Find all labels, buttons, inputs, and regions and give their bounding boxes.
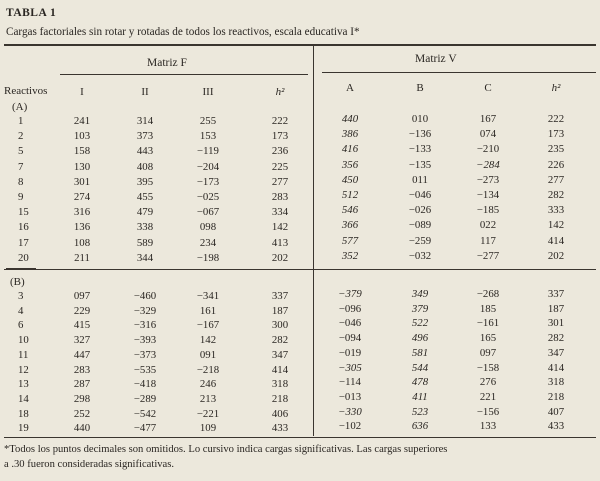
matrix-v-cell: 414: [547, 234, 565, 247]
matrix-f-cell: −316: [133, 319, 157, 332]
matrix-v-cell: 022: [479, 219, 497, 232]
matrix-f-cell: 347: [271, 348, 289, 361]
matrix-f-cell: −329: [133, 304, 157, 317]
matrix-v-cell: 478: [411, 376, 429, 389]
reactivos-header: Reactivos: [4, 85, 48, 97]
matrix-v-cell: −135: [408, 158, 432, 171]
reactivo-number: 2: [18, 130, 24, 143]
matrix-f-cell: 246: [199, 378, 217, 391]
matrix-f-cell: −477: [133, 422, 157, 435]
matrix-f-cell: 283: [271, 191, 289, 203]
matrix-v-cell: 301: [547, 317, 565, 330]
matrix-v-cell: 097: [479, 346, 497, 359]
reactivo-number: 14: [18, 392, 29, 405]
matrix-v-cell: 282: [547, 332, 565, 345]
matrix-f-cell: 091: [199, 348, 217, 361]
matrix-v-cell: 512: [341, 189, 359, 201]
matrix-v-cell: 010: [411, 113, 429, 125]
matrix-v-cell: −133: [408, 143, 432, 156]
matrix-v-cell: −046: [338, 317, 362, 330]
matrix-f-cell: 213: [199, 392, 217, 405]
matrix-v-cell: −032: [408, 249, 432, 262]
matrix-v-cell: −284: [476, 158, 500, 171]
matrix-f-cell: 440: [73, 422, 91, 435]
reactivo-number: 11: [18, 348, 29, 361]
reactivo-number: 13: [18, 378, 29, 391]
top-rule: [4, 44, 596, 46]
matrix-f-cell: −418: [133, 378, 157, 391]
matrix-v-cell: 581: [411, 346, 429, 359]
reactivo-number: 7: [18, 160, 24, 173]
matrix-v-cell: −273: [476, 173, 500, 186]
matrix-v-cell: −013: [338, 390, 362, 403]
matrix-f-cell: −167: [196, 319, 220, 332]
reactivo-number: 8: [18, 175, 24, 188]
matrix-v-cell: 433: [547, 420, 565, 433]
matrix-v-cell: 222: [547, 113, 565, 125]
matrix-v-cell: −026: [408, 204, 432, 217]
matrix-v-cell: 386: [341, 128, 359, 141]
matrix-f-col-header: III: [202, 86, 214, 98]
matrix-v-cell: 282: [547, 189, 565, 201]
matrix-v-cell: 133: [479, 420, 497, 433]
reactivo-number: 6: [18, 319, 24, 332]
matrix-v-cell: 167: [479, 113, 497, 125]
matrix-v-cell: −330: [338, 405, 362, 418]
matrix-f-cell: 314: [136, 115, 154, 127]
table-caption: Cargas factoriales sin rotar y rotadas de todos los reactivos, escala educativa I*: [6, 26, 360, 38]
matrix-v-cell: 276: [479, 376, 497, 389]
matrix-f-cell: 589: [136, 236, 154, 249]
matrix-f-cell: 337: [271, 290, 289, 302]
matrix-v-col-header: B: [416, 82, 424, 94]
matrix-v-cell: −259: [408, 234, 432, 247]
matrix-f-cell: −289: [133, 392, 157, 405]
matrix-v-cell: −277: [476, 249, 500, 262]
matrix-f-cell: 327: [73, 334, 91, 347]
footnote-line-1: *Todos los puntos decimales son omitidos. Lo cursivo indica cargas significativas. Las cargas superiores: [4, 444, 448, 455]
reactivo-number: 20: [18, 251, 29, 264]
matrix-v-cell: 352: [341, 249, 359, 262]
reactivo-number: 19: [18, 422, 29, 435]
matrix-v-cell: 450: [341, 173, 359, 186]
matrix-v-cell: −019: [338, 346, 362, 359]
matrix-f-cell: −067: [196, 206, 220, 219]
matrix-f-cell: −218: [196, 363, 220, 376]
matrix-f-cell: 255: [199, 115, 217, 127]
matrix-f-cell: 395: [136, 175, 154, 188]
matrix-f-cell: 344: [136, 251, 154, 264]
matrix-f-cell: 274: [73, 191, 91, 203]
matrix-f-col-header: I: [80, 86, 84, 98]
matrix-v-cell: −094: [338, 332, 362, 345]
matrix-v-cell: 636: [411, 420, 429, 433]
matrix-f-cell: −173: [196, 175, 220, 188]
matrix-f-cell: −221: [196, 407, 220, 420]
matrix-f-cell: 455: [136, 191, 154, 203]
matrix-f-cell: 443: [136, 145, 154, 158]
matrix-f-cell: 229: [73, 304, 91, 317]
matrix-f-cell: 298: [73, 392, 91, 405]
matrix-v-cell: 074: [479, 128, 497, 141]
matrix-v-cell: −136: [408, 128, 432, 141]
matrix-v-cell: 235: [547, 143, 565, 156]
matrix-v-cell: 414: [547, 361, 565, 374]
matrix-divider: [313, 45, 314, 436]
matrix-f-cell: 225: [271, 160, 289, 173]
matrix-v-cell: −134: [476, 189, 500, 201]
matrix-f-cell: 136: [73, 221, 91, 234]
matrix-v-cell: 277: [547, 173, 565, 186]
footnote-line-2: a .30 fueron consideradas significativas.: [4, 459, 175, 470]
matrix-f-cell: 153: [199, 130, 217, 143]
matrix-v-rule: [322, 72, 596, 73]
matrix-v-cell: −268: [476, 288, 500, 300]
matrix-f-col-header: II: [141, 86, 149, 98]
matrix-v-cell: 349: [411, 288, 429, 300]
matrix-f-cell: −025: [196, 191, 220, 203]
matrix-f-cell: 241: [73, 115, 91, 127]
reactivo-number: 12: [18, 363, 29, 376]
matrix-v-cell: 379: [411, 302, 429, 315]
matrix-v-cell: 347: [547, 346, 565, 359]
matrix-f-cell: 161: [199, 304, 217, 317]
matrix-f-cell: −460: [133, 290, 157, 302]
matrix-f-cell: 406: [271, 407, 289, 420]
matrix-f-cell: 097: [73, 290, 91, 302]
matrix-f-cell: 108: [73, 236, 91, 249]
matrix-v-cell: 440: [341, 113, 359, 125]
matrix-f-cell: 252: [73, 407, 91, 420]
matrix-v-cell: 318: [547, 376, 565, 389]
matrix-f-cell: 103: [73, 130, 91, 143]
matrix-v-cell: 577: [341, 234, 359, 247]
matrix-v-cell: 218: [547, 390, 565, 403]
matrix-v-cell: 496: [411, 332, 429, 345]
matrix-v-col-header: C: [484, 82, 492, 94]
matrix-f-cell: 373: [136, 130, 154, 143]
matrix-f-title: Matriz F: [147, 57, 187, 69]
matrix-f-cell: 316: [73, 206, 91, 219]
matrix-f-cell: 413: [271, 236, 289, 249]
matrix-f-cell: 158: [73, 145, 91, 158]
matrix-f-cell: 130: [73, 160, 91, 173]
matrix-f-cell: 433: [271, 422, 289, 435]
matrix-f-cell: 334: [271, 206, 289, 219]
matrix-v-cell: −210: [476, 143, 500, 156]
matrix-f-cell: −119: [197, 145, 219, 158]
matrix-v-cell: 202: [547, 249, 565, 262]
table-label: TABLA 1: [6, 7, 57, 19]
matrix-v-cell: −096: [338, 302, 362, 315]
matrix-f-cell: 234: [199, 236, 217, 249]
matrix-v-cell: 173: [547, 128, 565, 141]
matrix-f-cell: 338: [136, 221, 154, 234]
matrix-f-cell: 142: [199, 334, 217, 347]
matrix-f-cell: −373: [133, 348, 157, 361]
matrix-f-cell: 277: [271, 175, 289, 188]
matrix-v-cell: 187: [547, 302, 565, 315]
matrix-v-cell: 011: [412, 173, 428, 186]
matrix-f-cell: 282: [271, 334, 289, 347]
matrix-v-cell: 142: [547, 219, 565, 232]
matrix-f-rule: [60, 74, 308, 75]
matrix-v-cell: −185: [476, 204, 500, 217]
reactivo-number: 5: [18, 145, 24, 158]
matrix-v-cell: 523: [411, 405, 429, 418]
matrix-f-cell: 222: [271, 115, 289, 127]
matrix-v-cell: 165: [479, 332, 497, 345]
reactivo-number: 17: [18, 236, 29, 249]
matrix-v-title: Matriz V: [415, 53, 457, 65]
matrix-v-cell: 117: [480, 234, 496, 247]
matrix-v-cell: 185: [479, 302, 497, 315]
matrix-v-cell: −158: [476, 361, 500, 374]
bottom-rule: [4, 437, 596, 438]
matrix-v-cell: −305: [338, 361, 362, 374]
matrix-f-cell: 447: [73, 348, 91, 361]
reactivo-number: 3: [18, 290, 24, 302]
matrix-v-cell: 226: [547, 158, 565, 171]
matrix-v-cell: −046: [408, 189, 432, 201]
matrix-v-cell: 522: [411, 317, 429, 330]
matrix-v-col-header: A: [346, 82, 354, 94]
reactivo-number: 16: [18, 221, 29, 234]
matrix-f-cell: 283: [73, 363, 91, 376]
matrix-v-cell: 221: [479, 390, 497, 403]
section-divider-rule: [4, 269, 596, 270]
matrix-f-cell: 479: [136, 206, 154, 219]
matrix-v-cell: −089: [408, 219, 432, 232]
matrix-v-cell: 356: [341, 158, 359, 171]
matrix-f-cell: 300: [271, 319, 289, 332]
matrix-f-cell: 218: [271, 392, 289, 405]
reactivo-number: 18: [18, 407, 29, 420]
matrix-v-cell: 546: [341, 204, 359, 217]
matrix-v-cell: 333: [547, 204, 565, 217]
reactivo-number: 10: [18, 334, 29, 347]
matrix-f-cell: 098: [199, 221, 217, 234]
matrix-v-cell: −114: [339, 376, 361, 389]
matrix-f-cell: 301: [73, 175, 91, 188]
matrix-f-cell: 318: [271, 378, 289, 391]
matrix-f-cell: 142: [271, 221, 289, 234]
matrix-f-cell: 187: [271, 304, 289, 317]
matrix-v-cell: −102: [338, 420, 362, 433]
reactivo-number: 15: [18, 206, 29, 219]
matrix-f-cell: 173: [271, 130, 289, 143]
matrix-f-cell: 109: [199, 422, 217, 435]
matrix-v-cell: 544: [411, 361, 429, 374]
matrix-f-cell: 408: [136, 160, 154, 173]
matrix-v-cell: 411: [412, 390, 428, 403]
matrix-v-cell: 366: [341, 219, 359, 232]
matrix-f-cell: 202: [271, 251, 289, 264]
matrix-f-cell: 287: [73, 378, 91, 391]
matrix-f-cell: 211: [74, 251, 90, 264]
matrix-v-cell: 407: [547, 405, 565, 418]
matrix-v-col-header: h²: [551, 82, 561, 94]
matrix-f-cell: −204: [196, 160, 220, 173]
matrix-f-cell: −341: [196, 290, 220, 302]
matrix-f-cell: −393: [133, 334, 157, 347]
matrix-f-cell: 236: [271, 145, 289, 158]
matrix-f-cell: −198: [196, 251, 220, 264]
matrix-f-col-header: h²: [275, 86, 285, 98]
section-a-label: (A): [12, 101, 28, 113]
matrix-f-cell: 414: [271, 363, 289, 376]
matrix-v-cell: −379: [338, 288, 362, 300]
section-b-label: (B): [10, 276, 25, 288]
matrix-v-cell: −161: [476, 317, 500, 330]
reactivo-number: 9: [18, 191, 24, 203]
reactivo-number: 4: [18, 304, 24, 317]
matrix-f-cell: −535: [133, 363, 157, 376]
matrix-v-cell: −156: [476, 405, 500, 418]
reactivo-number: 1: [18, 115, 24, 127]
matrix-f-cell: −542: [133, 407, 157, 420]
matrix-f-cell: 415: [73, 319, 91, 332]
matrix-v-cell: 416: [341, 143, 359, 156]
matrix-v-cell: 337: [547, 288, 565, 300]
